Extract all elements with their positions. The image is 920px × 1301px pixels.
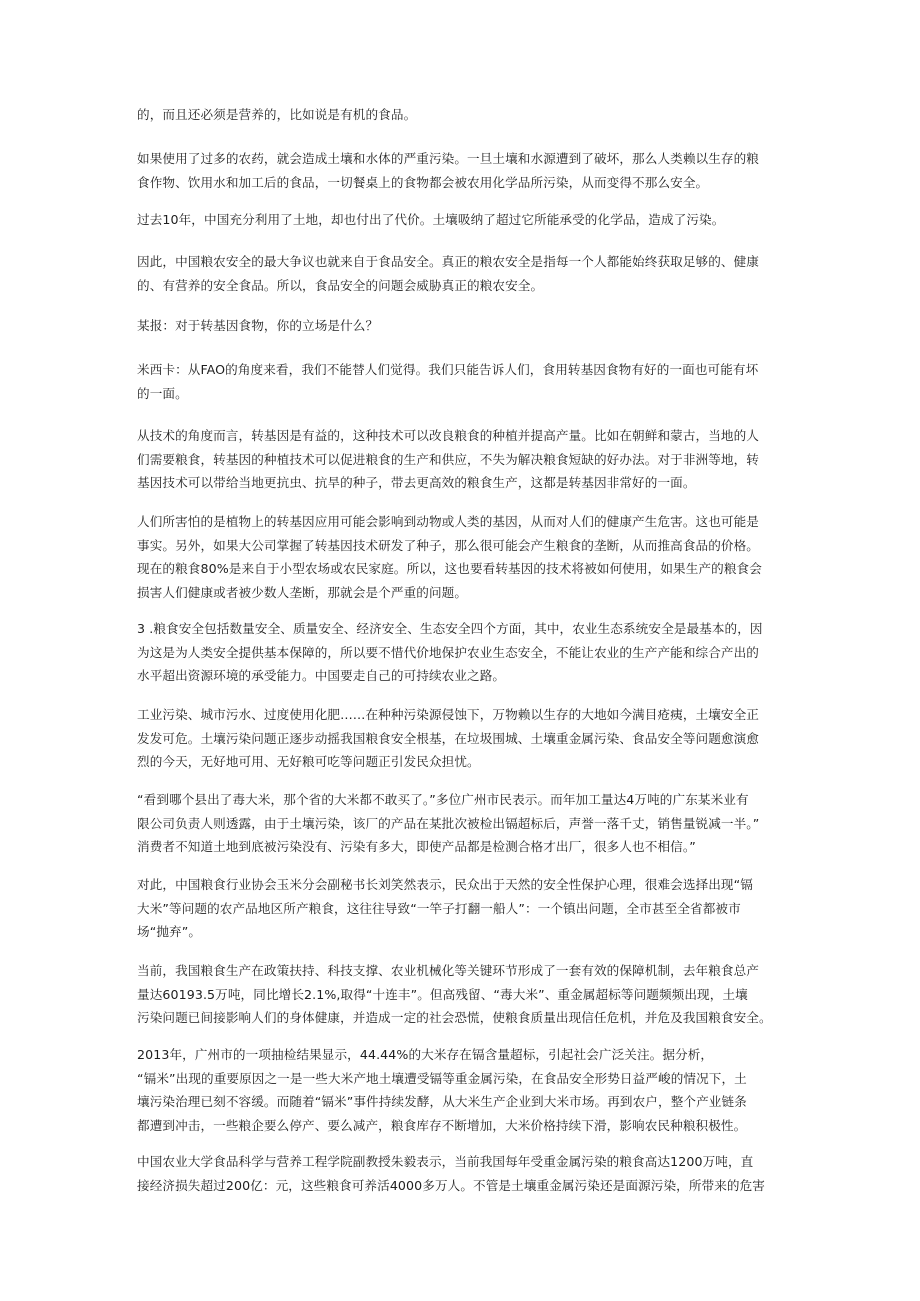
paragraph-14 xyxy=(137,1043,797,1137)
text-line: 水平超出资源环境的承受能力。中国要走自己的可持续农业之路。 xyxy=(137,668,506,683)
text-line: 2013年，广州市的一项抽检结果显示，44.44%的大米存在镉含量超标，引起社会广泛关注。据分析， xyxy=(137,1047,714,1062)
text-line: 工业污染、城市污水、过度使用化肥……在种种污染源侵蚀下，万物赖以生存的大地如今满目疮痍，土壤安全正 xyxy=(137,707,759,722)
text-line: 现在的粮食80%是来自于小型农场或农民家庭。所以，这也要看转基因的技术将被如何使用，如果生产的粮食会 xyxy=(137,561,762,576)
text-line: 限公司负责人则透露，由于土壤污染，该厂的产品在某批次被检出镉超标后，声誉一落千丈，销售量锐减一半。” xyxy=(137,815,760,831)
text-line: 中国农业大学食品科学与营养工程学院副教授朱毅表示，当前我国每年受重金属污染的粮食高达1200万吨，直 xyxy=(137,1154,754,1169)
text-line: 人们所害怕的是植物上的转基因应用可能会影响到动物或人类的基因，从而对人们的健康产生危害。这也可能是 xyxy=(137,514,759,529)
text-line: 消费者不知道土地到底被污染没有、污染有多大，即使产品都是检测合格才出厂，很多人也不相信。” xyxy=(137,839,696,854)
text-line: 某报：对于转基因食物，你的立场是什么？ xyxy=(137,318,379,333)
text-line: 从技术的角度而言，转基因是有益的，这种技术可以改良粮食的种植并提高产量。比如在朝鲜和蒙古，当地的人 xyxy=(137,428,759,443)
paragraph-6 xyxy=(137,358,797,405)
text-line: 的一面。 xyxy=(137,385,188,401)
text-line: 烈的今天，无好地可用、无好粮可吃等问题正引发民众担忧。 xyxy=(137,754,480,769)
text-line: 食作物、饮用水和加工后的食品，一切餐桌上的食物都会被农用化学品所污染，从而变得不那么安全。 xyxy=(137,174,709,190)
text-line: 量达60193.5万吨，同比增长2.1%,取得“十连丰”。但高残留、“毒大米”、重金属超标等问题频频出现，土壤 xyxy=(137,986,748,1002)
text-line: 过去10年，中国充分利用了土地，却也付出了代价。土壤吸纳了超过它所能承受的化学品，造成了污染。 xyxy=(137,212,725,227)
text-line: 米西卡：从FAO的角度来看，我们不能替人们觉得。我们只能告诉人们，食用转基因食物有好的一面也可能有坏 xyxy=(137,362,759,377)
paragraph-8 xyxy=(137,510,797,604)
text-line: 场“抛弃”。 xyxy=(137,924,202,939)
text-line: 因此，中国粮农安全的最大争议也就来自于食品安全。真正的粮农安全是指每一个人都能始终获取足够的、健康 xyxy=(137,254,759,269)
text-line: 的、有营养的安全食品。所以，食品安全的问题会威胁真正的粮农安全。 xyxy=(137,277,544,293)
paragraph-11 xyxy=(137,788,797,859)
paragraph-7 xyxy=(137,424,797,495)
text-line: 3 .粮食安全包括数量安全、质量安全、经济安全、生态安全四个方面，其中，农业生态系统安全是最基本的，因 xyxy=(137,621,763,636)
text-line: 壤污染治理已刻不容缓。而随着“镉米”事件持续发酵，从大米生产企业到大米市场。再到农户，整个产业链条 xyxy=(137,1094,747,1109)
text-line: 发发可危。土壤污染问题正逐步动摇我国粮食安全根基，在垃圾围城、土壤重金属污染、食品安全等问题愈演愈 xyxy=(137,730,759,746)
paragraph-10 xyxy=(137,703,797,774)
paragraph-1 xyxy=(137,103,797,127)
text-line: 基因技术可以带给当地更抗虫、抗旱的种子，带去更高效的粮食生产，这都是转基因非常好的一面。 xyxy=(137,475,696,490)
text-line: 的，而且还必须是营养的，比如说是有机的食品。 xyxy=(137,107,417,122)
paragraph-12 xyxy=(137,873,797,944)
text-line: 当前，我国粮食生产在政策扶持、科技支撑、农业机械化等关键环节形成了一套有效的保障机制，去年粮食总产 xyxy=(137,963,759,978)
text-line: 对此，中国粮食行业协会玉米分会副秘书长刘笑然表示，民众出于天然的安全性保护心理，很难会选择出现“镉 xyxy=(137,877,753,892)
text-line: 大米”等问题的农产品地区所产粮食，这往往导致“一竿子打翻一船人”：一个镇出问题，全市甚至全省都被市 xyxy=(137,900,741,916)
paragraph-9 xyxy=(137,617,797,688)
text-line: 损害人们健康或者被少数人垄断，那就会是个严重的问题。 xyxy=(137,584,468,600)
text-line: 们需要粮食，转基因的种植技术可以促进粮食的生产和供应，不失为解决粮食短缺的好办法。对于非洲等地，转 xyxy=(137,451,759,467)
paragraph-4 xyxy=(137,250,797,297)
paragraph-5 xyxy=(137,314,797,338)
paragraph-2 xyxy=(137,147,797,194)
text-line: 接经济损失超过200亿：元，这些粮食可养活4000多万人。不管是土壤重金属污染还是面源污染，所带来的危害 xyxy=(137,1177,766,1193)
text-line: 为这是为人类安全提供基本保障的，所以要不惜代价地保护农业生态安全，不能让农业的生产产能和综合产出的 xyxy=(137,644,759,660)
paragraph-15 xyxy=(137,1150,797,1197)
text-line: “看到哪个县出了毒大米，那个省的大米都不敢买了。”多位广州市民表示。而年加工量达4万吨的广东某米业有 xyxy=(137,792,749,807)
text-line: 事实。另外，如果大公司掌握了转基因技术研发了种子，那么很可能会产生粮食的垄断，从而推高食品的价格。 xyxy=(137,537,759,553)
text-line: 都遭到冲击，一些粮企要么停产、要么减产，粮食库存不断增加，大米价格持续下滑，影响农民种粮积极性。 xyxy=(137,1117,747,1133)
paragraph-13 xyxy=(137,959,797,1030)
text-line: 污染问题已间接影响人们的身体健康，并造成一定的社会恐慌，使粮食质量出现信任危机，并危及我国粮食安全。 xyxy=(137,1010,772,1025)
text-line: “镉米”出现的重要原因之一是一些大米产地土壤遭受镉等重金属污染，在食品安全形势日益严峻的情况下，土 xyxy=(137,1070,747,1086)
text-line: 如果使用了过多的农药，就会造成土壤和水体的严重污染。一旦土壤和水源遭到了破坏，那么人类赖以生存的粮 xyxy=(137,151,759,166)
paragraph-3 xyxy=(137,208,797,232)
